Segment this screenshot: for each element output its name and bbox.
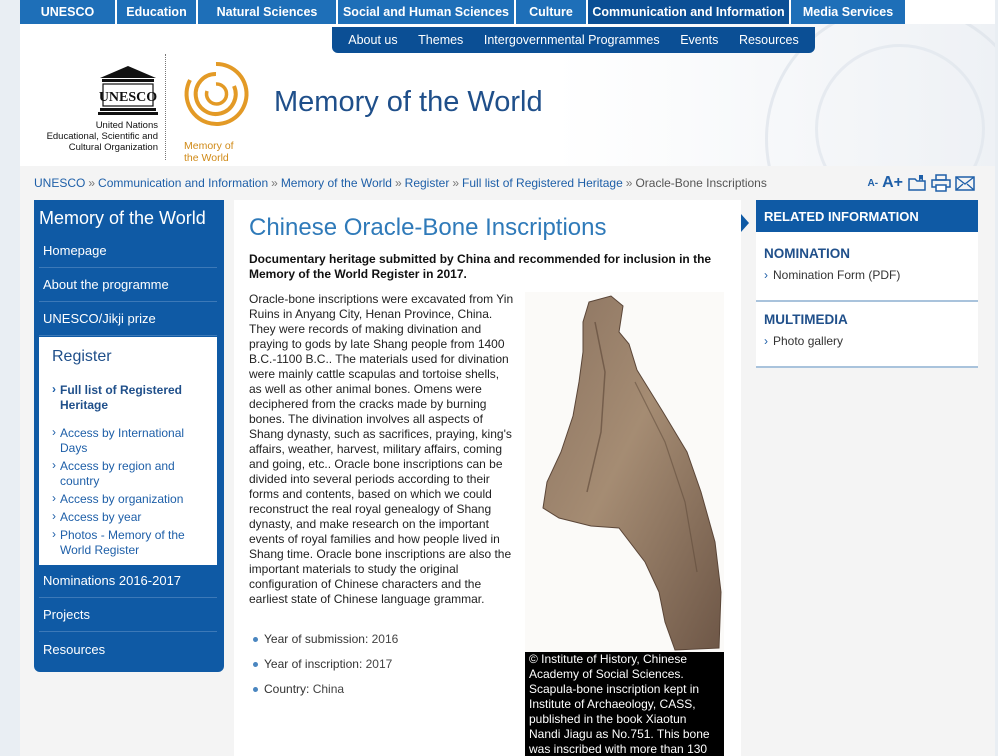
breadcrumb-separator: » <box>88 176 96 190</box>
memory-of-the-world-logo-text: Memory of the World <box>184 140 234 164</box>
sidebar-item-jikji-prize[interactable]: UNESCO/Jikji prize <box>39 302 217 336</box>
topnav-culture[interactable]: Culture <box>516 0 586 24</box>
breadcrumb-current: Oracle-Bone Inscriptions <box>635 176 767 190</box>
related-information-header: RELATED INFORMATION <box>756 200 978 232</box>
chevron-right-icon: › <box>764 334 768 348</box>
breadcrumb-unesco[interactable]: UNESCO <box>34 176 86 190</box>
register-title[interactable]: Register <box>52 348 112 365</box>
nomination-form-link[interactable]: › Nomination Form (PDF) <box>764 268 901 282</box>
memory-of-the-world-logo[interactable] <box>180 58 252 130</box>
breadcrumb-communication-information[interactable]: Communication and Information <box>98 176 269 190</box>
sidebar-item-resources[interactable]: Resources <box>43 641 106 657</box>
lead-paragraph: Documentary heritage submitted by China and recommended for inclusion in the Memory of the World Register in 2017. <box>249 252 712 281</box>
topnav-media-services[interactable]: Media Services <box>791 0 905 24</box>
sidebar-title[interactable]: Memory of the World <box>39 208 206 228</box>
related-section-multimedia <box>756 302 978 368</box>
related-section-title: NOMINATION <box>764 246 850 261</box>
oracle-bone-image[interactable] <box>525 292 724 652</box>
page-title: Chinese Oracle-Bone Inscriptions <box>249 214 607 241</box>
top-navigation <box>20 0 995 24</box>
fact-year-inscription: Year of inscription: 2017 <box>252 657 512 682</box>
breadcrumb-separator: » <box>271 176 278 190</box>
sidebar-item-about-programme[interactable]: About the programme <box>39 268 217 302</box>
sidebar-item-nominations[interactable]: Nominations 2016-2017 <box>39 564 217 598</box>
text-smaller-button[interactable]: A- <box>867 177 879 189</box>
register-item-organization[interactable]: › Access by organization <box>52 492 212 507</box>
fact-country: Country: China <box>252 682 512 707</box>
breadcrumb-bar <box>20 166 995 200</box>
subnav-intergovernmental-programmes[interactable]: Intergovernmental Programmes <box>483 33 660 47</box>
chevron-right-icon: › <box>764 268 768 282</box>
facts-list <box>252 632 512 707</box>
bookmark-icon[interactable] <box>907 174 927 192</box>
register-item-year[interactable]: › Access by year <box>52 510 212 525</box>
site-title: Memory of the World <box>274 86 543 118</box>
print-icon[interactable] <box>931 174 951 192</box>
topnav-communication-information[interactable]: Communication and Information <box>588 0 789 24</box>
sidebar-item-projects[interactable]: Projects <box>39 598 217 632</box>
register-submenu <box>39 337 217 565</box>
subnav-events[interactable]: Events <box>680 33 719 47</box>
breadcrumb-register[interactable]: Register <box>404 176 450 190</box>
fact-year-submission: Year of submission: 2016 <box>252 632 512 657</box>
sidebar <box>34 200 224 672</box>
sub-navigation <box>332 27 815 53</box>
subnav-themes[interactable]: Themes <box>418 33 464 47</box>
topnav-unesco[interactable]: UNESCO <box>20 0 115 24</box>
topnav-education[interactable]: Education <box>117 0 196 24</box>
svg-text:UNESCO: UNESCO <box>98 90 158 105</box>
email-icon[interactable] <box>955 174 975 192</box>
main-content <box>234 200 741 756</box>
topnav-natural-sciences[interactable]: Natural Sciences <box>198 0 336 24</box>
photo-gallery-link[interactable]: › Photo gallery <box>764 334 844 348</box>
register-item-international-days[interactable]: › Access by International Days <box>52 426 212 456</box>
subnav-about-us[interactable]: About us <box>348 33 398 47</box>
sidebar-item-homepage[interactable]: Homepage <box>39 234 217 268</box>
body-text: Oracle-bone inscriptions were excavated from Yin Ruins in Anyang City, Henan Province, China. They were records of making divination and praying to gods by late Shang people from 1400 B.C.-1100 B.C.. The materials used for divination were mainly cattle scapulas and tortoise shells, as well as other animal bones. Omens were deciphered from the cracks made by burning bones. The divination involves all aspects of Shang dynasty, such as sacrifices, praying, king's affairs, weather, harvest, military affairs, coming and going, etc.. Oracle bone inscriptions can be divided into several periods according to their forms and contents, based on which we could reconstruct the real royal genealogy of Shang dynasty, and make research on the important events of royal families and how people lived in Shang time. Oracle bone inscriptions are also the important materials to study the original configuration of Chinese characters and the earliest state of Chinese language grammar. <box>249 292 514 606</box>
breadcrumb-separator: » <box>394 176 402 190</box>
register-item-region-country[interactable]: › Access by region and country <box>52 459 212 489</box>
breadcrumb-full-list[interactable]: Full list of Registered Heritage <box>462 176 623 190</box>
header-divider <box>165 54 166 160</box>
register-item-photos[interactable]: › Photos - Memory of the World Register <box>52 528 212 558</box>
image-caption: © Institute of History, Chinese Academy of Social Sciences. Scapula-bone inscription kept in Institute of Archaeology, CASS, published in the book Xiaotun Nandi Jiagu as No.751. This bone was inscribed with more than 130 <box>525 652 724 756</box>
topnav-social-human-sciences[interactable]: Social and Human Sciences <box>338 0 514 24</box>
register-item-full-list[interactable]: › Full list of Registered Heritage <box>52 383 212 413</box>
breadcrumb-separator: » <box>625 176 633 190</box>
breadcrumb-memory-of-the-world[interactable]: Memory of the World <box>280 176 392 190</box>
text-bigger-button[interactable]: A+ <box>882 174 903 191</box>
page-tools <box>868 174 975 192</box>
related-section-title: MULTIMEDIA <box>764 312 848 327</box>
content-pointer-arrow <box>741 214 749 232</box>
unesco-temple-logo[interactable] <box>98 64 158 116</box>
breadcrumb <box>34 176 767 190</box>
breadcrumb-separator: » <box>452 176 460 190</box>
subnav-resources[interactable]: Resources <box>738 33 799 47</box>
related-section-nomination <box>756 232 978 302</box>
unesco-organization-name: United Nations Educational, Scientific and Cultural Organization <box>46 120 158 153</box>
